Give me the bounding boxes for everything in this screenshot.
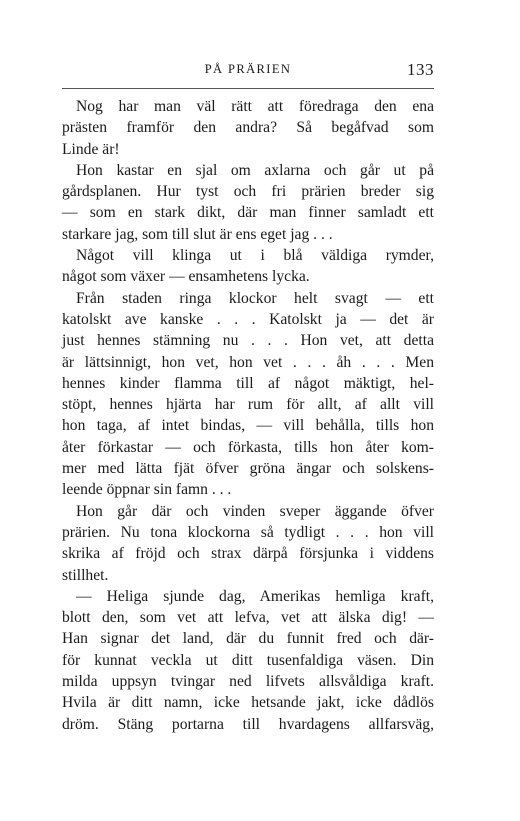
text-line: hon taga, af intet bindas, — vill behålla, tills hon: [62, 417, 434, 435]
text-line: — Heliga sjunde dag, Amerikas hemliga kraft,: [76, 587, 434, 605]
text-line: Från staden ringa klockor helt svagt — ett: [76, 289, 434, 307]
text-line: leende öppnar sin famn . . .: [62, 481, 232, 499]
running-head: [62, 62, 434, 86]
text-line: skrika af fröjd och strax därpå försjunka i viddens: [62, 545, 434, 563]
text-line: Hon kastar en sjal om axlarna och går ut på: [76, 161, 434, 179]
body-text: [62, 96, 434, 735]
text-line: katolskt ave kanske . . . Katolskt ja — det är: [62, 310, 434, 328]
header-rule: [62, 88, 434, 89]
text-line: stillhet.: [62, 566, 109, 584]
text-line: blott den, som vet att lefva, vet att älska dig! —: [62, 609, 434, 627]
text-line: mer med lätta fjät öfver gröna ängar och solskens-: [62, 460, 434, 478]
text-line: hennes kinder flamma till af något mäktigt, hel-: [62, 374, 434, 392]
text-line: för kunnat veckla ut ditt tusenfaldiga väsen. Din: [62, 651, 434, 669]
text-line: är lättsinnigt, hon vet, hon vet . . . åh . . . Men: [62, 353, 434, 371]
text-line: Linde är!: [62, 140, 120, 158]
text-line: prärien. Nu tona klockorna så tydligt . . . hon vill: [62, 523, 434, 541]
text-line: Något vill klinga ut i blå väldiga rymder,: [76, 247, 434, 265]
text-line: Han signar det land, där du funnit fred och där-: [62, 630, 434, 648]
text-line: gårdsplanen. Hur tyst och fri prärien breder sig: [62, 183, 434, 201]
text-line: — som en stark dikt, där man finner samladt ett: [62, 204, 434, 222]
running-title: PÅ PRÄRIEN: [204, 62, 292, 76]
text-line: stöpt, hennes hjärta har rum för allt, af allt vill: [62, 396, 434, 414]
text-line: Hvila är ditt namn, icke hetsande jakt, icke dådlös: [62, 694, 434, 712]
text-line: Nog har man väl rätt att föredraga den ena: [76, 98, 434, 115]
text-line: dröm. Stäng portarna till hvardagens allfarsväg,: [62, 715, 434, 733]
text-line: åter förkastar — och förkasta, tills hon åter kom-: [62, 438, 434, 456]
page-number: 133: [407, 60, 434, 79]
text-line: milda uppsyn tvingar ned lifvets allsvåldiga kraft.: [62, 673, 434, 691]
text-line: Hon går där och vinden sveper äggande öfver: [76, 502, 434, 520]
text-line: starkare jag, som till slut är ens eget jag . . .: [62, 225, 333, 243]
text-line: prästen framför den andra? Så begåfvad som: [62, 119, 434, 137]
text-line: just hennes stämning nu . . . Hon vet, att detta: [62, 332, 434, 350]
text-line: något som växer — ensamhetens lycka.: [62, 268, 310, 286]
